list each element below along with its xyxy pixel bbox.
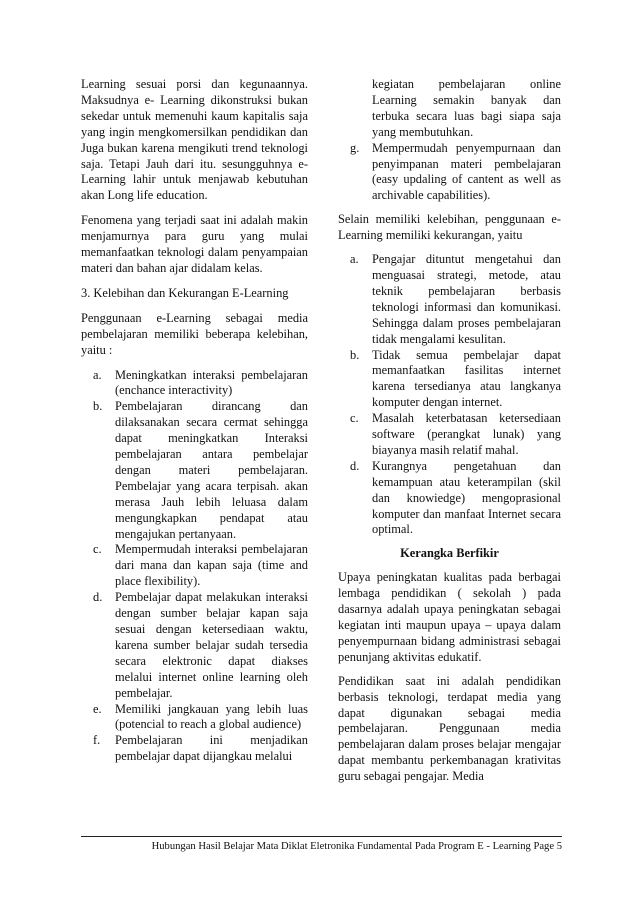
list-marker: a.: [93, 367, 102, 382]
list-item: [338, 348, 561, 412]
list-item: [81, 733, 308, 765]
list-item: [338, 141, 561, 205]
section-heading: Kerangka Berfikir: [400, 546, 499, 561]
list-item-text: Mempermudah penyempurnaan dan penyimpanan materi pembelajaran (easy updaling of cantent as well as archivable capabilities).: [372, 140, 561, 203]
page-footer: Hubungan Hasil Belajar Mata Diklat Eletronika Fundamental Pada Program E - Learning Page 5: [151, 841, 562, 852]
paragraph: Selain memiliki kelebihan, penggunaan e-Learning memiliki kekurangan, yaitu: [338, 212, 561, 243]
list-marker: b.: [350, 347, 360, 362]
list-item-continuation: kegiatan pembelajaran online Learning semakin banyak dan terbuka secara luas bagi siapa saja yang membutuhkan.: [372, 77, 561, 139]
list-item-text: Pembelajaran ini menjadikan pembelajar dapat dijangkau melalui: [115, 733, 308, 764]
paragraph: Upaya peningkatan kualitas pada berbagai lembaga pendidikan ( sekolah ) pada dasarnya adalah upaya peningkatan sebagai kegiatan inti maupun upaya – upaya dalam penyempurnaan bidang administrasi sebagai penunjang aktivitas edukatif.: [338, 570, 561, 664]
paragraph: Fenomena yang terjadi saat ini adalah makin menjamurnya para guru yang mulai memanfaatkan teknologi dalam penyampaian materi dan bahan ajar didalam kelas.: [81, 213, 308, 275]
disadvantages-list: [338, 252, 561, 538]
list-item-text: Mempermudah interaksi pembelajaran dari mana dan kapan saja (time and place flexibility).: [115, 542, 308, 589]
list-item-text: Memiliki jangkauan yang lebih luas (potencial to reach a global audience): [115, 701, 308, 732]
list-item: [338, 459, 561, 539]
list-item-text: Tidak semua pembelajar dapat memanfaatkan fasilitas internet karena tersedianya atau langkanya komputer dengan internet.: [372, 347, 561, 410]
left-column: [81, 77, 308, 773]
list-item: [81, 368, 308, 400]
list-item: [338, 411, 561, 459]
paragraph: Pendidikan saat ini adalah pendidikan berbasis teknologi, terdapat media yang dapat digunakan sebagai media pembelajaran. Penggunaan media pembelajaran dalam proses belajar mengajar dapat membantu perkembanagan krativitas guru sebagai pengajar. Media: [338, 673, 561, 784]
list-marker: g.: [350, 140, 360, 155]
right-column: [338, 77, 561, 793]
list-marker: c.: [93, 542, 102, 557]
list-item-text: Kurangnya pengetahuan dan kemampuan atau keterampilan (skil dan knowiedge) mengoprasional komputer dan manfaat Internet secara optimal.: [372, 458, 561, 537]
list-item: [81, 590, 308, 701]
list-marker: a.: [350, 252, 359, 267]
list-item-text: Masalah keterbatasan ketersediaan software (perangkat lunak) yang biayanya masih relatif mahal.: [372, 411, 561, 457]
paragraph: Learning sesuai porsi dan kegunaannya. Maksudnya e- Learning dikonstruksi bukan sekedar untuk memenuhi kaum kapitalis saja yang ingin mengkomersilkan pendidikan dan Juga bukan karena mengikuti trend teknologi saja. Tetapi Jauh dari itu. sesungguhnya e-Learning lahir untuk menjawab kebutuhan akan Long life education.: [81, 77, 308, 203]
list-marker: e.: [93, 701, 102, 716]
list-marker: f.: [93, 733, 101, 748]
section-heading: 3. Kelebihan dan Kekurangan E-Learning: [81, 285, 289, 300]
list-item: [81, 702, 308, 734]
list-marker: d.: [350, 458, 360, 473]
paragraph: Penggunaan e-Learning sebagai media pembelajaran memiliki beberapa kelebihan, yaitu :: [81, 310, 308, 357]
advantages-list: [81, 368, 308, 766]
list-item-text: Meningkatkan interaksi pembelajaran (enchance interactivity): [115, 367, 308, 398]
list-item-text: Pembelajar dapat melakukan interaksi dengan sumber belajar kapan saja sesuai dengan ketersediaan waktu, karena sumber belajar sudah tersedia secara elektronic dapat diakses melalui internet online learning oleh pembelajar.: [115, 590, 308, 700]
list-marker: d.: [93, 590, 103, 605]
list-item-text: Pembelajaran dirancang dan dilaksanakan secara cermat sehingga dapat meningkatkan Interaksi pembelajaran antara pembelajar dengan materi pembelajaran. Pembelajar yang acara terpisah. akan merasa Jauh lebih leluasa dalam mengungkapkan pendapat atau mengajukan pertanyaan.: [115, 399, 308, 541]
footer-divider: [81, 836, 562, 837]
list-item: [81, 399, 308, 542]
list-item: [338, 252, 561, 347]
list-item: [81, 542, 308, 590]
list-item-text: Pengajar dituntut mengetahui dan menguasai strategi, metode, atau teknik pembelajaran berbasis teknologi informasi dan komunikasi. Sehingga dalam proses pembelajaran tidak mengalami kesulitan.: [372, 252, 561, 346]
list-marker: b.: [93, 399, 103, 414]
advantages-list-continued: [338, 141, 561, 205]
list-marker: c.: [350, 411, 359, 426]
